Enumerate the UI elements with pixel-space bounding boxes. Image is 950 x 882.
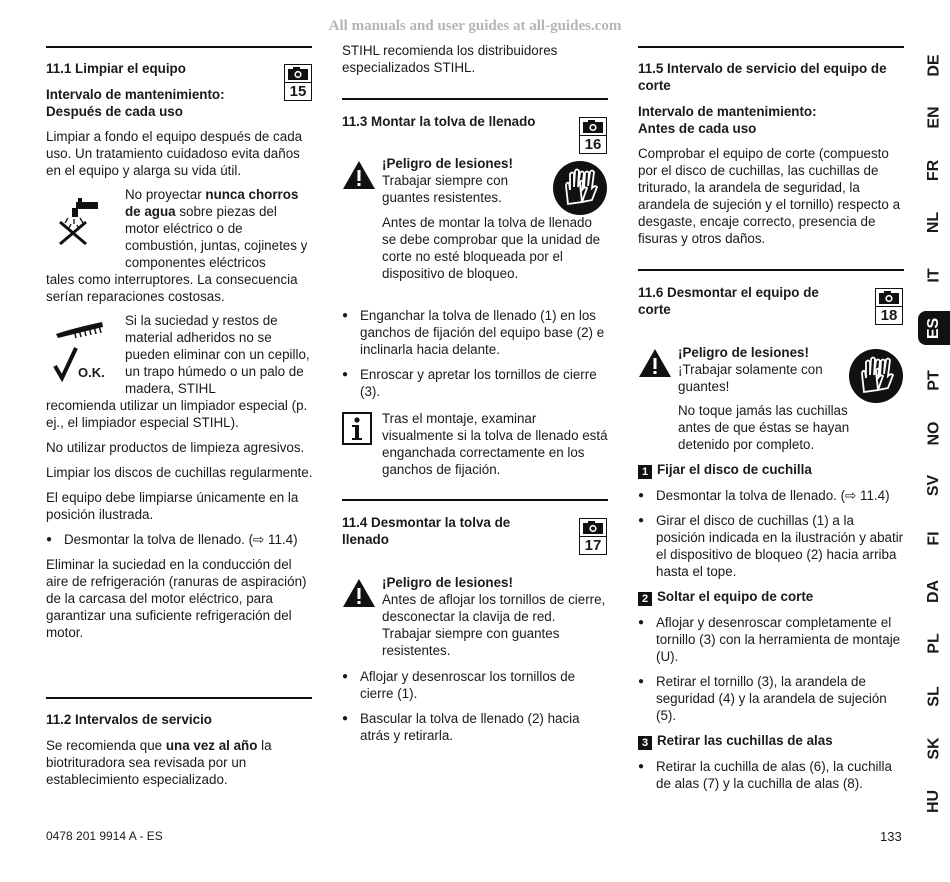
language-tab-pl[interactable] xyxy=(918,627,950,661)
step-title: Fijar el disco de cuchilla xyxy=(657,462,812,477)
language-tab-label: SL xyxy=(925,685,943,707)
language-tab-label: HU xyxy=(925,789,943,813)
language-tab-nl[interactable] xyxy=(918,206,950,240)
figure-number: 15 xyxy=(285,82,311,100)
list-item: ● Aflojar y desenroscar completamente el tornillo (3) con la herramienta de montaje (U). xyxy=(638,614,906,665)
language-tab-label: SV xyxy=(925,475,943,497)
left-column-lower xyxy=(46,439,314,641)
gloves-icon xyxy=(848,348,904,404)
section-11-4-title: 11.4 Desmontar la tolva de llenado xyxy=(342,515,511,547)
warning-block xyxy=(678,344,846,395)
info-text: Tras el montaje, examinar visualmente si la tolva de llenado está enganchada correctamente en los ganchos de fijación. xyxy=(382,411,608,477)
list-item: ● Girar el disco de cuchillas (1) a la posición indicada en la ilustración y abatir el dispositivo de bloqueo (2) hacia arriba hasta el tope. xyxy=(638,512,906,580)
dismount-steps xyxy=(638,461,906,792)
section-11-2-title: 11.2 Intervalos de servicio xyxy=(46,712,212,727)
warning-title: ¡Peligro de lesiones! xyxy=(382,156,513,171)
language-tab-label: FI xyxy=(925,531,943,546)
ok-label: O.K. xyxy=(78,365,105,380)
language-tab-label: PL xyxy=(925,633,943,654)
figure-number: 16 xyxy=(580,135,606,153)
warning-title: ¡Peligro de lesiones! xyxy=(382,575,513,590)
warning-triangle-icon xyxy=(342,160,376,190)
list-item: ● Retirar el tornillo (3), la arandela de seguridad (4) y la arandela de sujeción (5). xyxy=(638,673,906,724)
section-11-1-title: 11.1 Limpiar el equipo xyxy=(46,61,186,76)
paragraph: Limpiar a fondo el equipo después de cada uso. Un tratamiento cuidadoso evita daños en el equipo y alarga su vida útil. xyxy=(46,129,303,178)
section-rule xyxy=(638,269,904,271)
water-warning-text xyxy=(125,186,313,271)
language-tab-label: SK xyxy=(925,737,943,760)
list-item: ● Desmontar la tolva de llenado. (⇨ 11.4) xyxy=(638,487,906,504)
warning-text: Antes de aflojar los tornillos de cierre, desconectar la clavija de red. Trabajar siempre con guantes resistentes. xyxy=(382,592,606,658)
language-tab-label: IT xyxy=(925,268,943,283)
figure-number: 17 xyxy=(580,536,606,554)
section-rule xyxy=(46,46,312,48)
figure-ref-18 xyxy=(875,288,903,325)
text-run: Se recomienda que xyxy=(46,738,166,753)
text-run: la biotrituradora sea revisada por un establecimiento especializado. xyxy=(46,738,272,787)
list-item: ● Enganchar la tolva de llenado (1) en los ganchos de fijación del equipo base (2) e inclinarla hacia delante. xyxy=(342,307,608,358)
camera-icon xyxy=(287,66,309,81)
maintenance-interval: Intervalo de mantenimiento: Después de cada uso xyxy=(46,87,225,119)
section-rule xyxy=(342,499,608,501)
list-item: ● Aflojar y desenroscar los tornillos de cierre (1). xyxy=(342,668,608,702)
section-rule xyxy=(638,46,904,48)
language-tab-pt[interactable] xyxy=(918,364,950,398)
step-heading xyxy=(638,732,906,750)
step-heading xyxy=(638,461,906,479)
camera-icon xyxy=(582,119,604,134)
language-tab-hu[interactable] xyxy=(918,784,950,818)
language-tab-de[interactable] xyxy=(918,48,950,82)
language-tab-da[interactable] xyxy=(918,574,950,608)
warning-block xyxy=(382,574,608,659)
figure-number: 18 xyxy=(876,306,902,324)
section-11-2 xyxy=(46,711,312,788)
left-column xyxy=(46,60,312,179)
language-tab-fi[interactable] xyxy=(918,521,950,555)
warning-text: ¡Trabajar solamente con guantes! xyxy=(678,362,823,394)
step-number-badge: 2 xyxy=(638,592,652,606)
section-rule xyxy=(46,697,312,699)
warning-triangle-icon xyxy=(342,578,376,608)
section-11-6-title: 11.6 Desmontar el equipo de corte xyxy=(638,285,819,317)
step-number-badge: 1 xyxy=(638,465,652,479)
paragraph: Antes de montar la tolva de llenado se debe comprobar que la unidad de corte no esté bloqueada por el dispositivo de bloqueo. xyxy=(382,215,601,281)
language-tab-label: EN xyxy=(925,106,943,129)
text-run: No proyectar xyxy=(125,187,206,202)
watermark: All manuals and user guides at all-guides.com xyxy=(328,18,622,34)
language-tab-label: FR xyxy=(925,159,943,181)
language-tab-label: NL xyxy=(925,212,943,234)
step-number-badge: 3 xyxy=(638,736,652,750)
paragraph: recomienda utilizar un limpiador especial (p. ej., el limpiador especial STIHL). xyxy=(46,398,308,430)
maintenance-interval: Intervalo de mantenimiento: Antes de cada uso xyxy=(638,104,817,136)
list-item: ● Desmontar la tolva de llenado. (⇨ 11.4) xyxy=(46,531,314,548)
language-tab-fr[interactable] xyxy=(918,153,950,187)
step-title: Retirar las cuchillas de alas xyxy=(657,733,833,748)
language-tab-sk[interactable] xyxy=(918,732,950,766)
paragraph: Comprobar el equipo de corte (compuesto por el disco de cuchillas, las cuchillas de triturado, la arandela de seguridad, la arandela de sujeción y el tornillo) respecto a desgaste, encaje correcto, presencia de fisuras y otros daños. xyxy=(638,146,901,246)
figure-ref-17 xyxy=(579,518,607,555)
language-tab-label: DA xyxy=(925,579,943,603)
section-11-5 xyxy=(638,60,904,247)
camera-icon xyxy=(878,290,900,305)
text-run-bold: nunca chorros de agua xyxy=(125,187,299,219)
language-tab-label: NO xyxy=(925,421,943,446)
language-tab-es[interactable] xyxy=(918,311,950,345)
section-rule xyxy=(342,98,608,100)
camera-icon xyxy=(582,520,604,535)
language-tab-label: DE xyxy=(925,53,943,77)
language-tab-it[interactable] xyxy=(918,258,950,292)
paragraph: STIHL recomienda los distribuidores especializados STIHL. xyxy=(342,43,558,75)
language-tab-no[interactable] xyxy=(918,416,950,450)
paragraph: El equipo debe limpiarse únicamente en la posición ilustrada. xyxy=(46,490,299,522)
text-run-bold: una vez al año xyxy=(165,738,258,753)
page-number: 133 xyxy=(880,829,902,844)
figure-ref-15 xyxy=(284,64,312,101)
gloves-icon xyxy=(552,160,608,216)
document-code: 0478 201 9914 A - ES xyxy=(46,829,163,843)
mount-steps xyxy=(342,307,608,400)
list-item: ● Enroscar y apretar los tornillos de cierre (3). xyxy=(342,366,608,400)
no-water-jet-icon xyxy=(54,196,106,246)
warning-triangle-icon xyxy=(638,348,672,378)
paragraph: No utilizar productos de limpieza agresivos. xyxy=(46,440,305,455)
paragraph: Limpiar los discos de cuchillas regularmente. xyxy=(46,465,313,480)
language-tab-sv[interactable] xyxy=(918,469,950,503)
language-tab-label: PT xyxy=(925,370,943,391)
dismount-steps xyxy=(342,668,608,744)
paragraph: tales como interruptores. La consecuencia serían reparaciones costosas. xyxy=(46,272,298,304)
list-item: ● Retirar la cuchilla de alas (6), la cuchilla de alas (7) y la cuchilla de alas (8). xyxy=(638,758,906,792)
language-tab-sl[interactable] xyxy=(918,679,950,713)
step-title: Soltar el equipo de corte xyxy=(657,589,814,604)
text-run: sobre piezas del motor eléctrico o de combustión, juntas, cojinetes y componentes eléctricos xyxy=(125,204,308,270)
section-11-3-title: 11.3 Montar la tolva de llenado xyxy=(342,114,536,129)
warning-block xyxy=(382,155,552,206)
language-tab-label: ES xyxy=(925,317,943,339)
paragraph: Eliminar la suciedad en la conducción del aire de refrigeración (ranuras de aspiración) de la carcasa del motor eléctrico, para garantizar una suficiente refrigeración del motor. xyxy=(46,557,307,640)
language-tab-en[interactable] xyxy=(918,101,950,135)
step-heading xyxy=(638,588,906,606)
warning-title: ¡Peligro de lesiones! xyxy=(678,345,809,360)
section-11-5-title: 11.5 Intervalo de servicio del equipo de corte xyxy=(638,61,887,93)
paragraph: Si la suciedad y restos de material adheridos no se pueden eliminar con un cepillo, un trapo húmedo o un palo de madera, STIHL xyxy=(125,313,310,396)
warning-text: Trabajar siempre con guantes resistentes. xyxy=(382,173,509,205)
list-item: ● Bascular la tolva de llenado (2) hacia atrás y retirarla. xyxy=(342,710,608,744)
info-icon xyxy=(342,412,372,445)
figure-ref-16 xyxy=(579,117,607,154)
paragraph: No toque jamás las cuchillas antes de que éstas se hayan detenido por completo. xyxy=(678,403,850,452)
